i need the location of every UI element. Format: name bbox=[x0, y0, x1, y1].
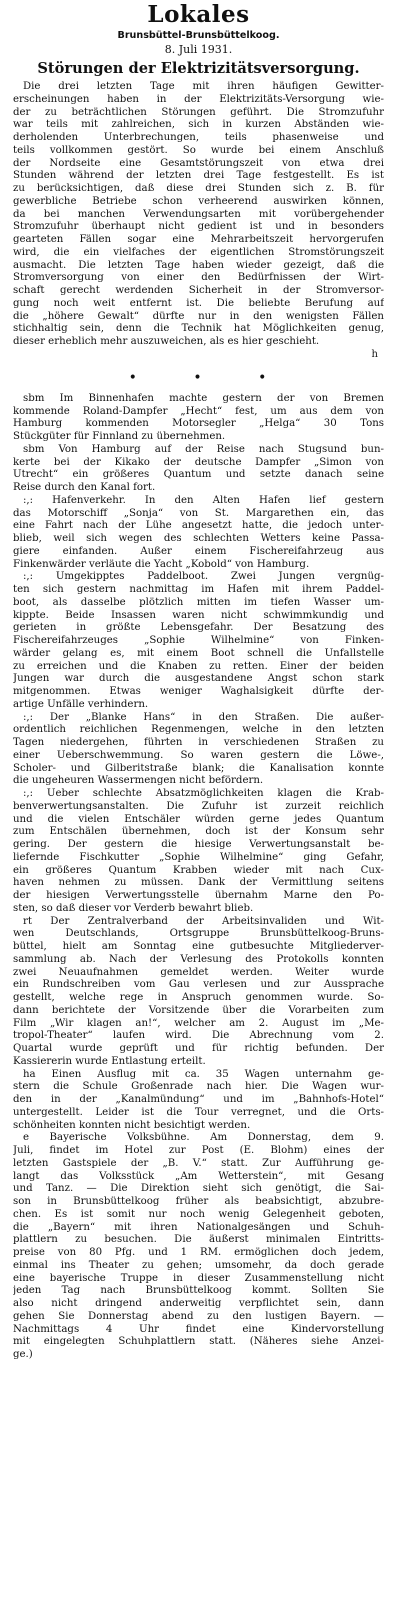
text-line: die „höhere Gewalt“ dürfte nur in den wenigsten Fällen bbox=[13, 310, 384, 322]
text-line: Stückgüter für Finnland zu übernehmen. bbox=[13, 431, 226, 442]
dateline: 8. Juli 1931. bbox=[164, 43, 233, 56]
text-line: zu erreichen und die Knaben zu retten. Einer der beiden bbox=[13, 660, 384, 672]
text-line: gehen Sie Donnerstag abend zu den lustigen Bayern. — bbox=[13, 1310, 384, 1322]
text-line: gering. Der gestern die hiesige Verwertungsanstalt be- bbox=[13, 839, 384, 850]
text-line: zum Entschälen übernehmen, doch ist der Konsum sehr bbox=[13, 826, 384, 838]
text-line: dieser erheblich mehr auszuweichen, als es hier geschieht. bbox=[13, 336, 320, 347]
text-line: den in der „Kanalmündung“ und im „Bahnhofs-Hotel“ bbox=[13, 1094, 384, 1105]
text-line: einmal ins Theater zu gehen; umsomehr, da doch gerade bbox=[13, 1259, 384, 1271]
text-line: das Motorschiff „Sonja“ von St. Margarethen ein, das bbox=[13, 507, 384, 519]
text-line: Stromversorgung von einer den Bedürfnissen der Wirt- bbox=[13, 272, 384, 284]
text-line: e Bayerische Volksbühne. Am Donnerstag, dem 9. bbox=[23, 1132, 384, 1144]
news-item bbox=[13, 444, 384, 495]
text-line: Stromzufuhr überhaupt nicht gedient ist und in besonders bbox=[13, 221, 384, 233]
text-line: letzten Gastspiele der „B. V.“ statt. Zur Aufführung ge- bbox=[13, 1157, 384, 1169]
text-line: langt das Volksstück „Am Wetterstein“, mit Gesang bbox=[13, 1170, 384, 1182]
text-line: son in Brunsbüttelkoog früher als beabsichtigt, abzubre- bbox=[13, 1196, 384, 1207]
text-line: Fischereifahrzeuges „Sophie Wilhelmine“ von Finken- bbox=[13, 635, 384, 646]
text-line: der hiesigen Verwertungsstelle übernahm Marne den Po- bbox=[13, 890, 384, 901]
text-line: gearteten Fällen sogar eine Mehrarbeitszeit hervorgerufen bbox=[13, 234, 384, 245]
text-line: ten sich gestern nachmittag im Hafen mit ihrem Paddel- bbox=[13, 584, 384, 595]
article-headline: Störungen der Elektrizitätsversorgung. bbox=[37, 60, 360, 77]
text-line: zu berücksichtigen, daß diese drei Stunden sich z. B. für bbox=[13, 183, 384, 194]
text-line: :,: Der „Blanke Hans“ in den Straßen. Die außer- bbox=[23, 711, 384, 723]
text-line: Tagen niedergehen, führten in verschiedenen Straßen zu bbox=[13, 737, 384, 748]
news-item bbox=[13, 788, 384, 916]
article-body bbox=[13, 81, 384, 349]
news-item bbox=[13, 712, 384, 789]
news-item bbox=[13, 1132, 384, 1362]
text-line: Die drei letzten Tage mit ihren häufigen Gewitter- bbox=[23, 81, 384, 92]
text-line: und Tanz. — Die Direktion sieht sich genötigt, die Sai- bbox=[13, 1183, 384, 1195]
text-line: war teils mit zahlreichen, sich in kurzen Abständen wie- bbox=[13, 119, 384, 131]
text-line: haven nehmen zu müssen. Dank der Vermittlung seitens bbox=[13, 877, 384, 889]
news-item bbox=[13, 1069, 384, 1133]
text-line: liefernde Fischkutter „Sophie Wilhelmine“ ging Gefahr, bbox=[13, 851, 384, 863]
text-line: kommende Roland-Dampfer „Hecht“ fest, um aus dem von bbox=[13, 405, 384, 417]
text-line: der Nordseite eine Gesamtstörungszeit von etwa drei bbox=[13, 157, 384, 169]
text-line: sbm Im Binnenhafen machte gestern der von Bremen bbox=[23, 392, 384, 404]
text-line: Scholer- und Gilberitstraße blank; die Kanalisation konnte bbox=[13, 762, 384, 774]
text-line: plattlern zu besuchen. Die äußerst minimalen Eintritts- bbox=[13, 1234, 384, 1246]
section-separator: • • • bbox=[128, 369, 293, 386]
text-line: und die vielen Entschäler würden gerne jedes Quantum bbox=[13, 813, 384, 825]
text-line: kerte bei der Kikako der deutsche Dampfer „Simon von bbox=[13, 456, 384, 468]
text-line: kippte. Beide Insassen waren nicht schwimmkundig und bbox=[13, 609, 384, 621]
text-line: wärder gelang es, mit einem Boot schnell die Unfallstelle bbox=[13, 647, 384, 659]
text-line: erscheinungen haben in der Elektrizitäts-Versorgung wie- bbox=[13, 93, 384, 105]
text-line: sammlung ab. Nach der Verlesung des Protokolls konnten bbox=[13, 953, 384, 965]
section-title: Lokales bbox=[147, 1, 250, 28]
text-line: Juli, findet im Hotel zur Post (E. Blohm) eines der bbox=[13, 1145, 384, 1156]
text-line: Quartal wurde geprüft und für richtig befunden. Der bbox=[13, 1043, 384, 1054]
text-line: Hamburg kommenden Motorsegler „Helga“ 30 Tons bbox=[13, 418, 384, 430]
text-line: blieb, weil sich wegen des schlechten Wetters keine Passa- bbox=[13, 533, 384, 544]
text-line: Film „Wir klagen an!“, welcher am 2. August im „Me- bbox=[13, 1017, 384, 1029]
text-line: Stunden während der letzten drei Tage festgestellt. Es ist bbox=[13, 170, 384, 182]
text-line: Nachmittags 4 Uhr findet eine Kindervorstellung bbox=[13, 1323, 384, 1335]
text-line: die „Bayern“ mit ihren Nationalgesängen und Schuh- bbox=[13, 1221, 384, 1233]
text-line: eine Fahrt nach der Lühe angesetzt hatte, die jedoch unter- bbox=[13, 520, 384, 532]
text-line: :,: Umgekipptes Paddelboot. Zwei Jungen vergnüg- bbox=[23, 571, 384, 583]
news-item bbox=[13, 495, 384, 572]
text-line: die ungeheuren Wassermengen nicht befördern. bbox=[13, 775, 264, 787]
text-line: Reise durch den Kanal fort. bbox=[13, 482, 156, 493]
text-line: einer Ueberschwemmung. So waren gestern die Löwe-, bbox=[13, 749, 384, 761]
text-line: eine bayerische Truppe in dieser Zusammenstellung nicht bbox=[13, 1272, 384, 1284]
text-line: tropol-Theater“ laufen wird. Die Abrechnung vom 2. bbox=[13, 1030, 384, 1042]
text-line: gestellt, welche rege in Anspruch genommen wurde. So- bbox=[13, 992, 384, 1003]
text-line: ge.) bbox=[13, 1349, 33, 1360]
article-signature: h bbox=[371, 348, 378, 360]
text-line: ha Einen Ausflug mit ca. 35 Wagen unternahm ge- bbox=[23, 1068, 384, 1080]
masthead bbox=[13, 0, 384, 56]
text-line: :,: Ueber schlechte Absatzmöglichkeiten klagen die Krab- bbox=[23, 788, 384, 799]
text-line: Kassiererin wurde Entlastung erteilt. bbox=[13, 1055, 206, 1067]
text-line: ein größeres Quantum Krabben wieder mit nach Cux- bbox=[13, 864, 384, 876]
text-line: ausmacht. Die letzten Tage haben wieder gezeigt, daß die bbox=[13, 259, 384, 271]
text-line: teils vollkommen gestört. So wurde bei einem Anschluß bbox=[13, 144, 384, 156]
text-line: jeden Tag nach Brunsbüttelkoog kommt. Sollten Sie bbox=[13, 1285, 384, 1297]
text-line: büttel, hielt am Sonntag eine gutbesuchte Mitgliederver- bbox=[13, 941, 384, 952]
text-line: ein Rundschreiben vom Gau verlesen und zur Aussprache bbox=[13, 979, 384, 991]
locality-subtitle: Brunsbüttel-Brunsbüttelkoog. bbox=[117, 30, 280, 41]
text-line: untergestellt. Leider ist die Tour verregnet, und die Orts- bbox=[13, 1106, 384, 1118]
text-line: preise von 80 Pfg. und 1 RM. ermöglichen doch jedem, bbox=[13, 1247, 384, 1258]
text-line: also nicht dringend anderweitig verpflichtet sein, dann bbox=[13, 1298, 384, 1309]
text-line: Finkenwärder verläute die Yacht „Kobold“ von Hamburg. bbox=[13, 558, 310, 570]
text-line: der zu beträchtlichen Störungen geführt. Die Stromzufuhr bbox=[13, 106, 384, 118]
text-line: derholenden Unterbrechungen, teils phasenweise und bbox=[13, 132, 384, 143]
text-line: schönheiten konnten nicht besichtigt werden. bbox=[13, 1119, 251, 1131]
text-line: gung noch weit entfernt ist. Die beliebte Berufung auf bbox=[13, 297, 384, 309]
text-line: ordentlich reichlichen Regenmengen, welche in den letzten bbox=[13, 724, 384, 736]
text-line: mitgenommen. Etwas weniger Waghalsigkeit dürfte der- bbox=[13, 686, 384, 697]
text-line: dann berichtete der Vorsitzende über die Vorarbeiten zum bbox=[13, 1004, 384, 1016]
text-line: gerieten in größte Lebensgefahr. Der Besatzung des bbox=[13, 622, 384, 634]
text-line: sbm Von Hamburg auf der Reise nach Stugsund bun- bbox=[23, 443, 384, 455]
text-line: artige Unfälle verhindern. bbox=[13, 698, 149, 710]
text-line: da bei manchen Verwendungsarten mit vorübergehender bbox=[13, 208, 384, 220]
text-line: stern die Schule Großenrade nach hier. Die Wagen wur- bbox=[13, 1081, 384, 1093]
text-line: stichhaltig sein, denn die Technik hat Möglichkeiten genug, bbox=[13, 323, 384, 335]
text-line: :,: Hafenverkehr. In den Alten Hafen lief gestern bbox=[23, 494, 384, 506]
news-item bbox=[13, 571, 384, 711]
text-line: mit eingelegten Schuhplattlern statt. (Näheres siehe Anzei- bbox=[13, 1336, 384, 1348]
text-line: zwei Neuaufnahmen gemeldet werden. Weiter wurde bbox=[13, 966, 384, 978]
text-line: gewerbliche Betriebe schon verheerend auswirken können, bbox=[13, 195, 384, 207]
text-line: giere einfanden. Außer einem Fischereifahrzeug aus bbox=[13, 545, 384, 557]
local-news-list bbox=[13, 393, 384, 1362]
text-line: Jungen war durch die ausgestandene Angst schon stark bbox=[13, 673, 384, 685]
text-line: chen. Es ist somit nur noch wenig Gelegenheit geboten, bbox=[13, 1208, 384, 1220]
text-line: schaft gerecht werdenden Sicherheit in der Stromversor- bbox=[13, 285, 384, 296]
text-line: boot, als dasselbe plötzlich mitten im tiefen Wasser um- bbox=[13, 596, 384, 608]
text-line: wird, die ein vielfaches der eigentlichen Stromstörungszeit bbox=[13, 246, 384, 258]
text-line: rt Der Zentralverband der Arbeitsinvaliden und Wit- bbox=[23, 915, 384, 927]
text-line: wen Deutschlands, Ortsgruppe Brunsbüttelkoog-Bruns- bbox=[13, 928, 384, 940]
text-line: benverwertungsanstalten. Die Zufuhr ist zurzeit reichlich bbox=[13, 800, 384, 812]
text-line: sten, so daß dieser vor Verderb bewahrt blieb. bbox=[13, 902, 254, 914]
news-item bbox=[13, 916, 384, 1069]
news-item bbox=[13, 393, 384, 444]
text-line: Utrecht“ ein größeres Quantum und setzte danach seine bbox=[13, 469, 384, 481]
